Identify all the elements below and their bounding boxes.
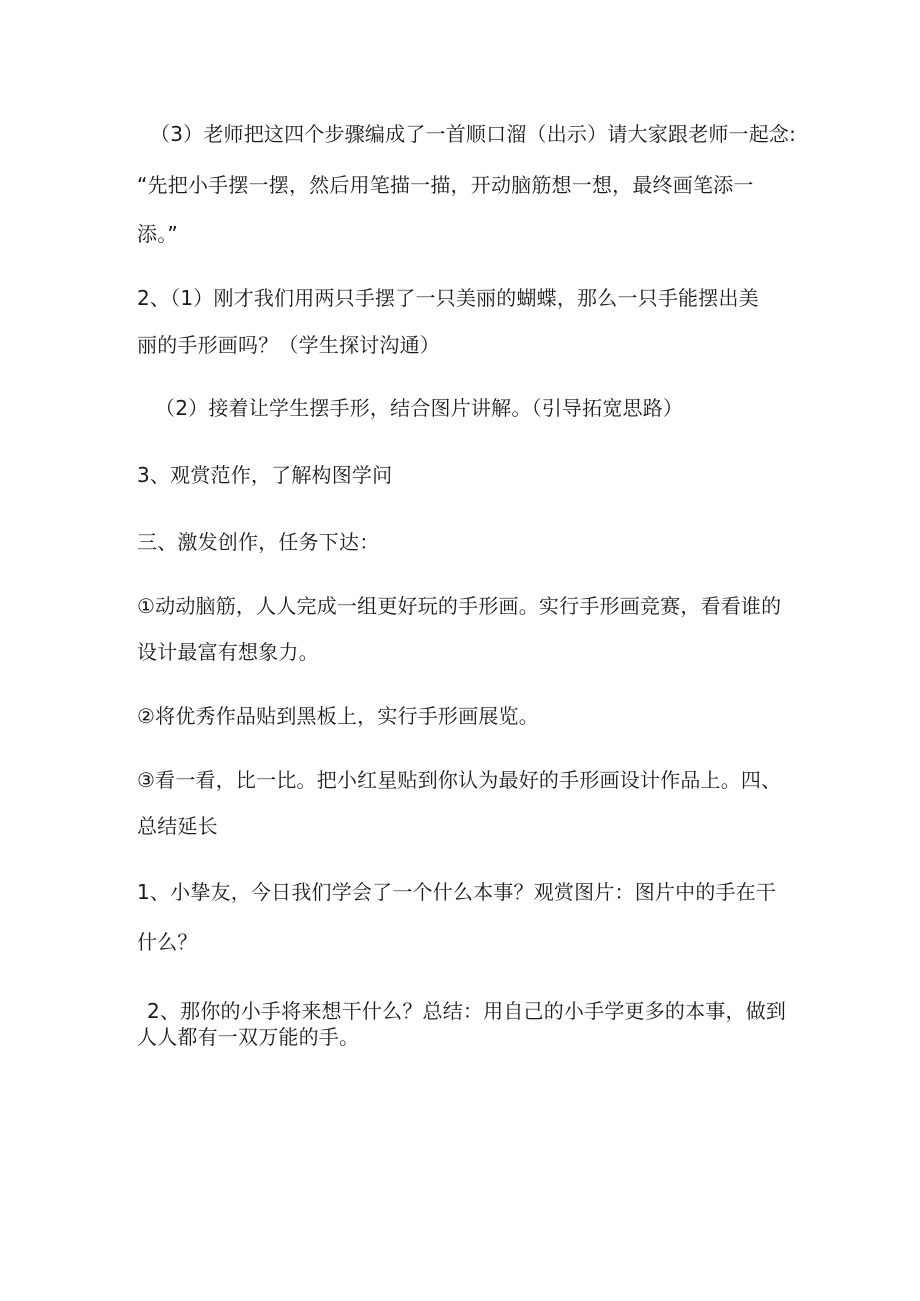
text-line-item-1: ①动动脑筋，人人完成一组更好玩的手形画。实行手形画竞赛，看看谁的 [137,594,782,618]
text-line-section-2-1: 2、（1）刚才我们用两只手摆了一只美丽的蝴蝶，那么一只手能摆出美 [137,286,759,310]
text-line-step3-verse: （3）老师把这四个步骤编成了一首顺口溜（出示）请大家跟老师一起念: [150,122,797,146]
text-line-part-four-heading: 总结延长 [137,814,218,838]
text-line-summary-2: 2、那你的小手将来想干什么？总结：用自己的小手学更多的本事，做到 [147,999,787,1023]
text-line-summary-2-cont: 人人都有一双万能的手。 [137,1025,360,1049]
text-line-section-2-2: （2）接着让学生摆手形，结合图片讲解。（引导拓宽思路） [155,396,684,420]
text-line-item-3: ③看一看，比一比。把小红星贴到你认为最好的手形画设计作品上。四、 [137,768,782,792]
text-line-item-1-cont: 设计最富有想象力。 [137,640,319,664]
text-line-rhyme-end: 添。” [137,222,178,246]
text-line-part-three-heading: 三、激发创作，任务下达： [137,530,380,554]
text-line-rhyme: “先把小手摆一摆，然后用笔描一描，开动脑筋想一想，最终画笔添一 [137,173,754,197]
text-line-item-2: ②将优秀作品贴到黑板上，实行手形画展览。 [137,704,539,728]
text-line-summary-1: 1、小挚友，今日我们学会了一个什么本事？观赏图片：图片中的手在干 [137,880,777,904]
text-line-summary-1-cont: 什么？ [137,930,198,954]
text-line-section-3: 3、观赏范作，了解构图学问 [137,463,393,487]
text-line-section-2-1-cont: 丽的手形画吗？（学生探讨沟通） [137,333,440,357]
